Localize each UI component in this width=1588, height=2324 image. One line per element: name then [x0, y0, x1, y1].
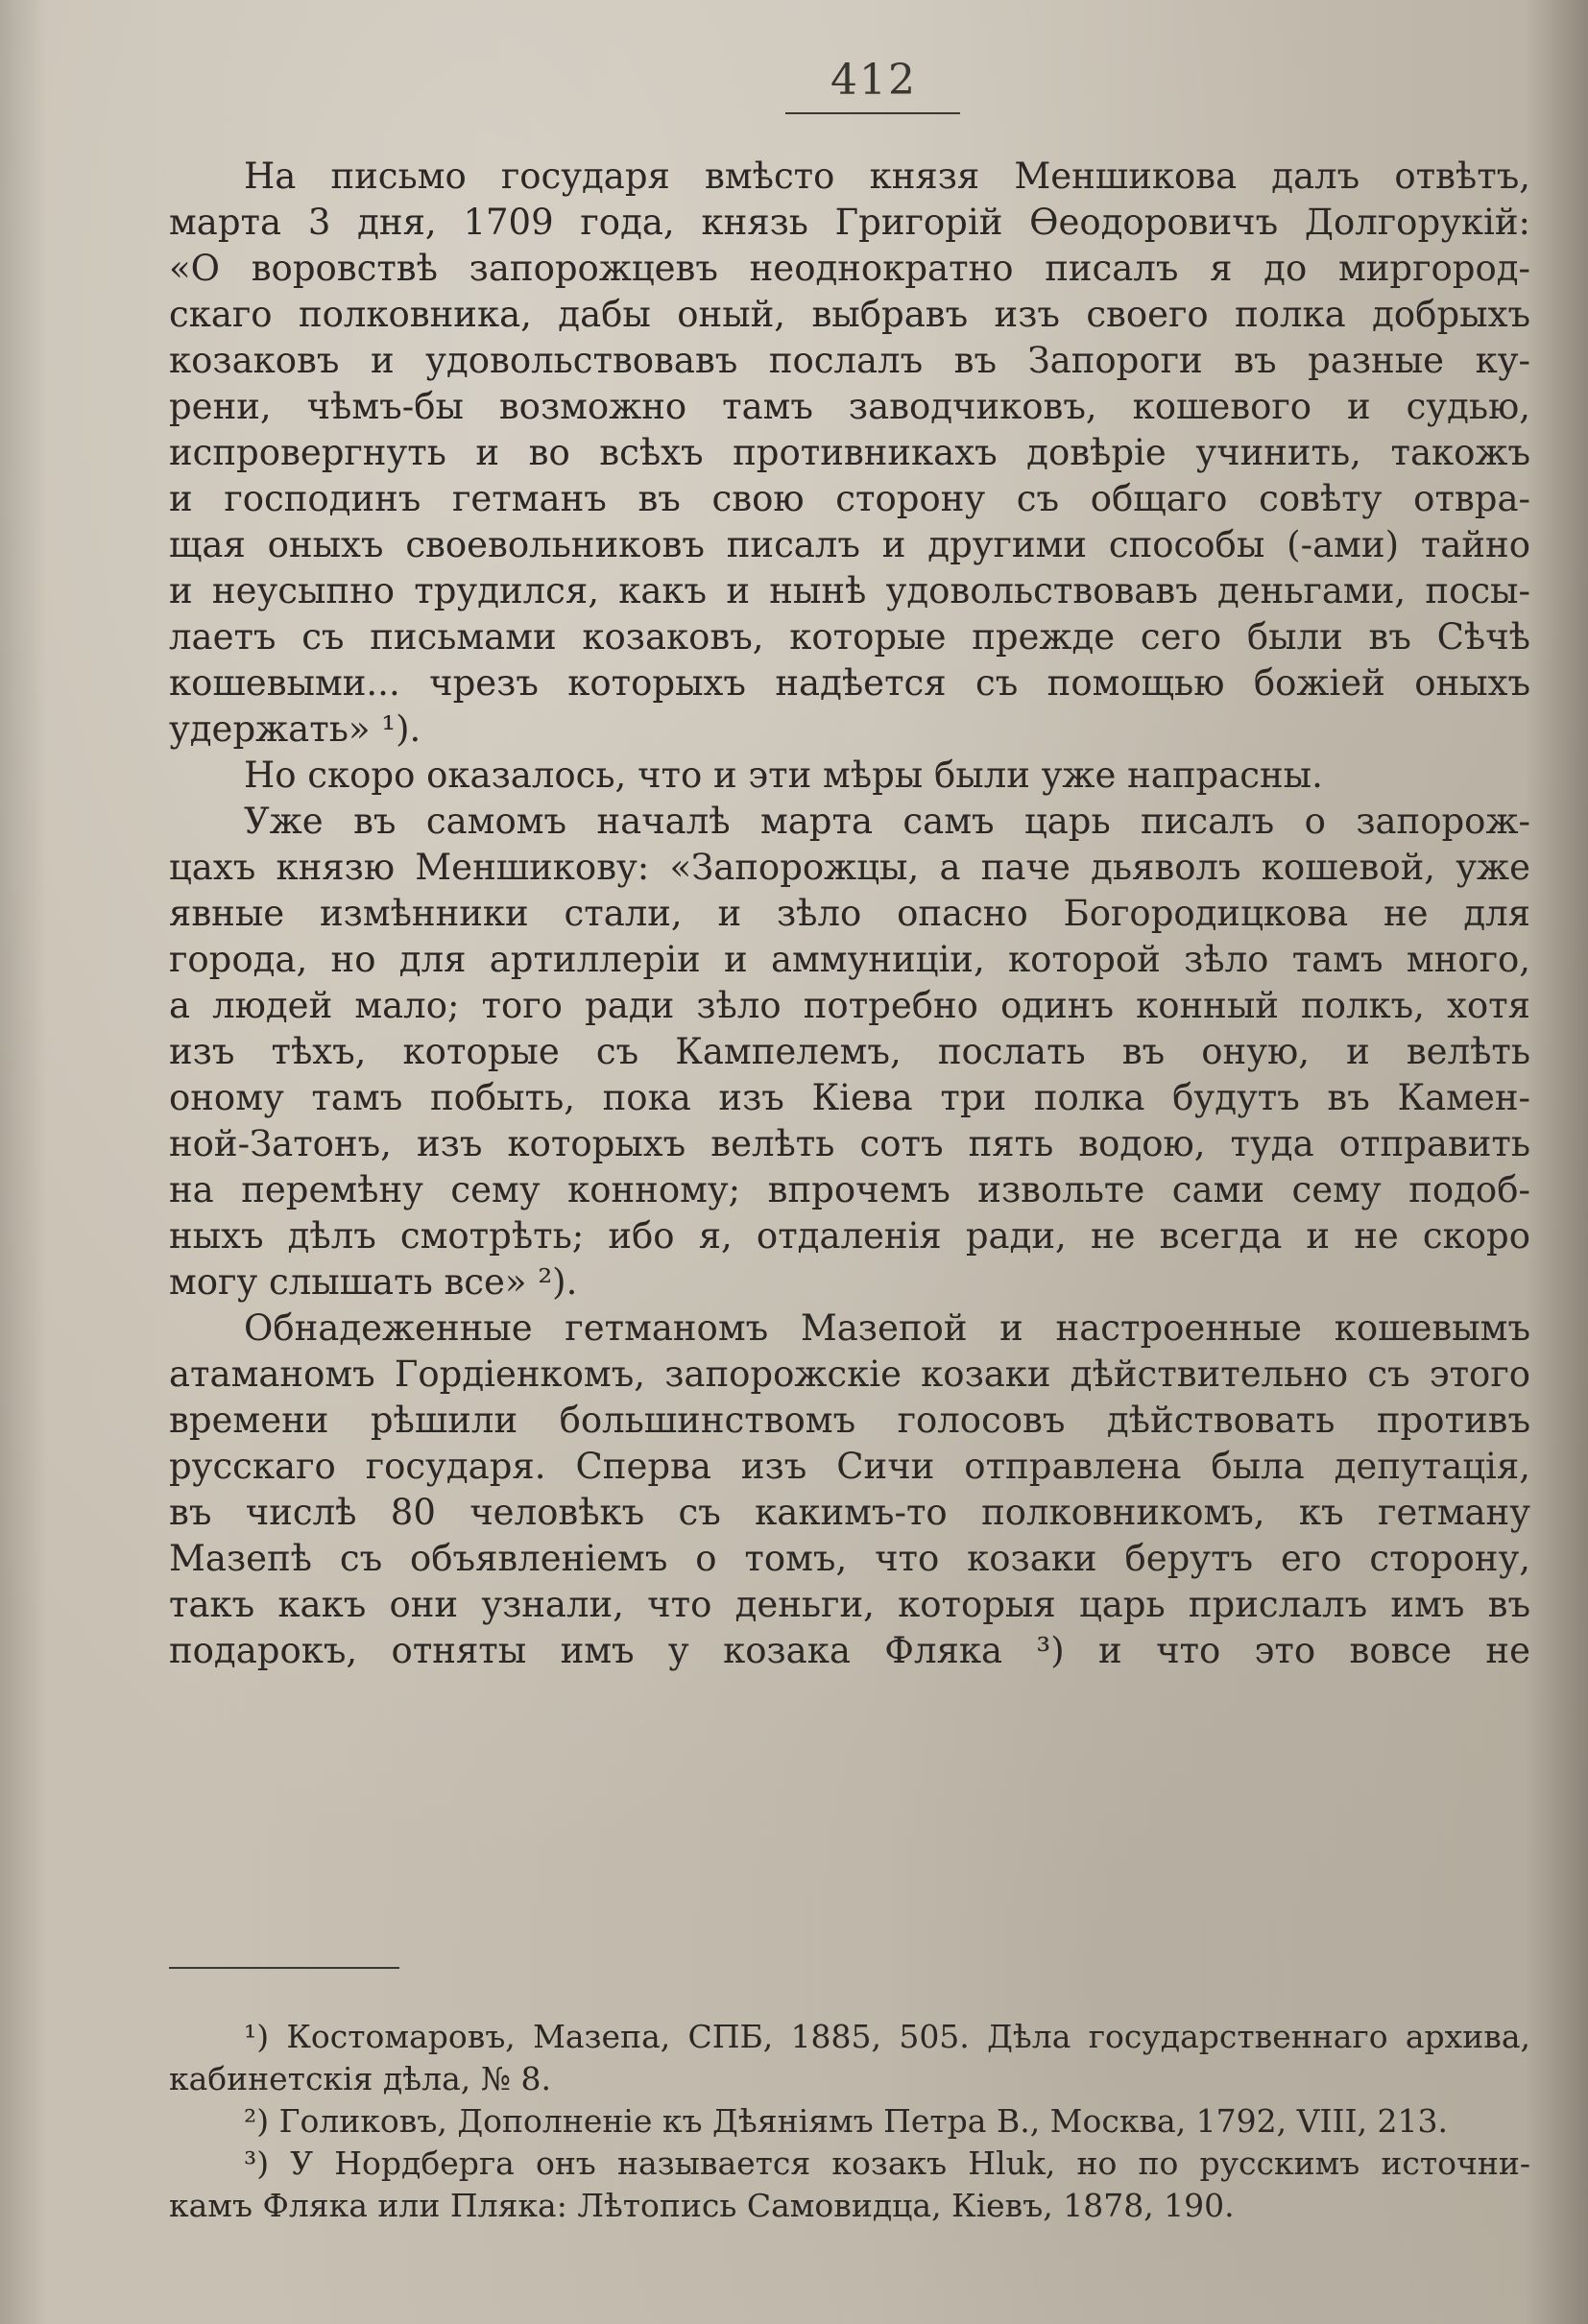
text-line: и господинъ гетманъ въ свою сторону съ общаго совѣту отвра-: [169, 478, 1530, 519]
text-line: могу слышать все» ²).: [169, 1261, 578, 1303]
text-line: лаетъ съ письмами козаковъ, которые прежде сего были въ Сѣчѣ: [169, 616, 1530, 658]
text-line: на перемѣну сему конному; впрочемъ извольте сами сему подоб-: [169, 1169, 1530, 1210]
text-line: ныхъ дѣлъ смотрѣть; ибо я, отдаленія ради, не всегда и не скоро: [169, 1215, 1530, 1257]
text-line: рени, чѣмъ-бы возможно тамъ заводчиковъ, кошевого и судью,: [169, 386, 1530, 427]
text-line: скаго полковника, дабы оный, выбравъ изъ своего полка добрыхъ: [169, 294, 1530, 335]
text-line: такъ какъ они узнали, что деньги, которыя царь прислалъ имъ въ: [169, 1584, 1530, 1625]
text-line: въ числѣ 80 человѣкъ съ какимъ-то полковникомъ, къ гетману: [169, 1492, 1530, 1533]
text-line: города, но для артиллеріи и аммуниціи, которой зѣло тамъ много,: [169, 939, 1530, 980]
text-line: и неусыпно трудился, какъ и нынѣ удовольствовавъ деньгами, посы-: [169, 570, 1530, 611]
text-line: Но скоро оказалось, что и эти мѣры были уже напрасны.: [244, 755, 1323, 796]
text-line: русскаго государя. Сперва изъ Сичи отправлена была депутація,: [169, 1446, 1530, 1487]
footnote-rule: [169, 1967, 399, 1969]
text-line: марта 3 дня, 1709 года, князь Григорій Ѳеодоровичъ Долгорукій:: [169, 202, 1530, 243]
text-line: атаманомъ Гордіенкомъ, запорожскіе козаки дѣйствительно съ этого: [169, 1354, 1530, 1395]
footnote-line: ¹) Костомаровъ, Мазепа, СПБ, 1885, 505. Дѣла государственнаго архива,: [244, 2018, 1530, 2055]
text-line: кошевыми... чрезъ которыхъ надѣется съ помощью божіей оныхъ: [169, 662, 1530, 704]
text-line: Уже въ самомъ началѣ марта самъ царь писалъ о запорож-: [244, 801, 1530, 842]
text-line: ной-Затонъ, изъ которыхъ велѣть сотъ пять водою, туда отправить: [169, 1123, 1530, 1164]
text-line: времени рѣшили большинствомъ голосовъ дѣйствовать противъ: [169, 1400, 1530, 1441]
text-line: а людей мало; того ради зѣло потребно одинъ конный полкъ, хотя: [169, 985, 1530, 1026]
text-line: удержать» ¹).: [169, 708, 421, 750]
text-line: козаковъ и удовольствовавъ послалъ въ Запороги въ разные ку-: [169, 340, 1530, 381]
text-line: На письмо государя вмѣсто князя Меншикова далъ отвѣтъ,: [244, 156, 1530, 197]
body-text: [169, 154, 1530, 1674]
text-line: «О воровствѣ запорожцевъ неоднократно писалъ я до миргород-: [169, 248, 1530, 289]
text-line: Обнадеженные гетманомъ Мазепой и настроенные кошевымъ: [244, 1307, 1530, 1349]
text-line: изъ тѣхъ, которые съ Кампелемъ, послать въ оную, и велѣть: [169, 1031, 1530, 1072]
page-number-rule: [785, 112, 960, 114]
text-line: явные измѣнники стали, и зѣло опасно Богородицкова не для: [169, 893, 1530, 934]
text-line: оному тамъ побыть, пока изъ Кіева три полка будутъ въ Камен-: [169, 1077, 1530, 1118]
text-line: цахъ князю Меншикову: «Запорожцы, а паче дьяволъ кошевой, уже: [169, 847, 1530, 888]
footnote-line: ²) Голиковъ, Дополненіе къ Дѣяніямъ Петра В., Москва, 1792, VIII, 213.: [244, 2102, 1449, 2140]
page-number: 412: [830, 56, 917, 105]
text-line: Мазепѣ съ объявленіемъ о томъ, что козаки берутъ его сторону,: [169, 1538, 1530, 1579]
footnote-line: камъ Фляка или Пляка: Лѣтопись Самовидца, Кіевъ, 1878, 190.: [169, 2187, 1235, 2224]
footnote-line: ³) У Нордберга онъ называется козакъ Hluk, но по русскимъ источни-: [244, 2144, 1530, 2182]
text-line: подарокъ, отняты имъ у козака Фляка ³) и что это вовсе не: [169, 1630, 1530, 1671]
text-line: щая оныхъ своевольниковъ писалъ и другими способы (-ами) тайно: [169, 524, 1530, 565]
text-line: испровергнуть и во всѣхъ противникахъ довѣріе учинить, такожъ: [169, 432, 1530, 473]
footnote-line: кабинетскія дѣла, № 8.: [169, 2060, 551, 2097]
footnotes: [169, 2016, 1530, 2227]
